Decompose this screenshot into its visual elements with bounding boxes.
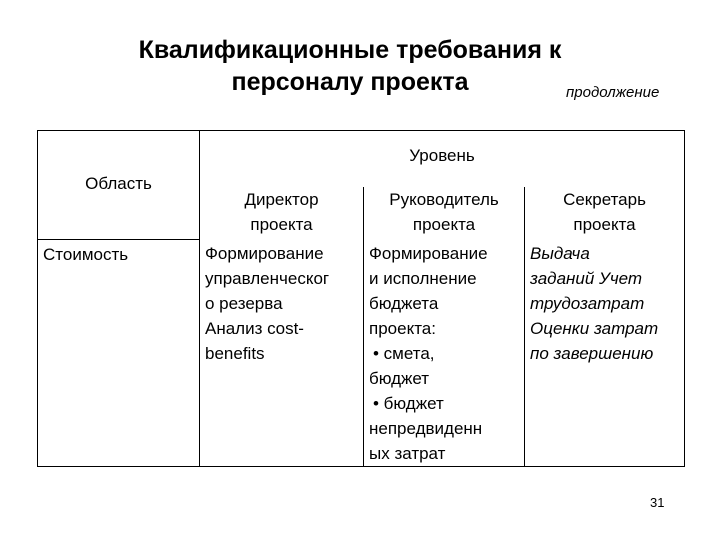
manager-bullet-2-line-3: ых затрат: [369, 444, 446, 463]
role-secretary-line-2: проекта: [573, 215, 636, 234]
manager-line-3: бюджета: [369, 294, 439, 313]
role-secretary-line-1: Секретарь: [563, 190, 646, 209]
director-line-5: benefits: [205, 344, 265, 363]
area-header-label: Область: [85, 174, 152, 193]
level-header: [200, 131, 685, 188]
role-secretary: [525, 187, 685, 239]
secretary-line-4: Оценки затрат: [530, 319, 659, 338]
director-line-2: управленческог: [205, 269, 330, 288]
director-line-4: Анализ cost-: [205, 319, 304, 338]
title-line-2: персоналу проекта: [231, 68, 469, 96]
slide-subtitle: продолжение: [566, 84, 660, 101]
page-number: 31: [650, 495, 665, 510]
secretary-line-2: заданий Учет: [530, 269, 643, 288]
area-cell: [38, 239, 200, 467]
role-manager: [364, 187, 525, 239]
manager-line-1: Формирование: [369, 244, 488, 263]
director-line-1: Формирование: [205, 244, 324, 263]
manager-bullet-1-line-2: бюджет: [369, 369, 430, 388]
role-manager-line-2: проекта: [412, 215, 476, 234]
secretary-line-5: по завершению: [530, 344, 654, 363]
director-cell: [200, 239, 364, 467]
manager-bullet-2-line-1: • бюджет: [373, 394, 444, 413]
role-director-line-1: Директор: [244, 190, 319, 209]
requirements-table: [37, 130, 685, 467]
table-row: [38, 239, 685, 467]
role-director-line-2: проекта: [250, 215, 313, 234]
secretary-line-3: трудозатрат: [530, 294, 645, 313]
manager-bullet-1-line-1: • смета,: [373, 344, 435, 363]
secretary-line-1: Выдача: [530, 244, 590, 263]
area-header: [38, 131, 200, 240]
secretary-cell: [525, 239, 685, 467]
table-header-row-level: [38, 131, 685, 188]
area-value: Стоимость: [43, 244, 129, 264]
manager-line-4: проекта:: [369, 319, 436, 338]
manager-line-2: и исполнение: [369, 269, 477, 288]
director-line-3: о резерва: [205, 294, 283, 313]
role-director: [200, 187, 364, 239]
level-header-label: Уровень: [409, 146, 475, 165]
slide-title: [100, 34, 600, 98]
manager-bullet-2-line-2: непредвиденн: [369, 419, 483, 438]
role-manager-line-1: Руководитель: [389, 190, 499, 209]
title-line-1: Квалификационные требования к: [138, 36, 562, 64]
manager-cell: [364, 239, 525, 467]
